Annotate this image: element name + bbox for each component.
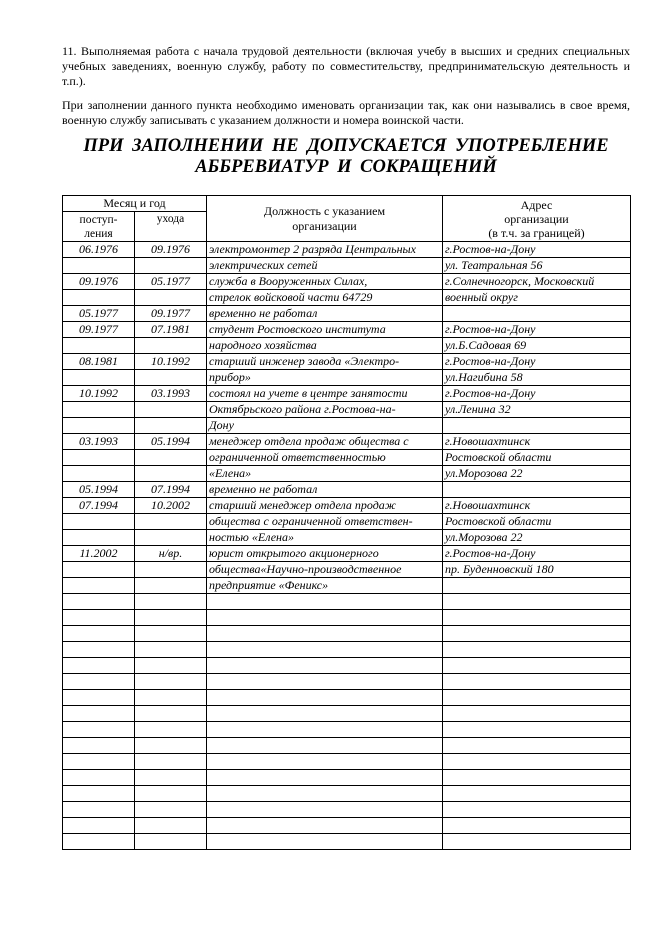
entry-date-header: поступ-ления (63, 212, 135, 242)
table-row (63, 530, 631, 546)
table-row (63, 258, 631, 274)
address-cell: г.Ростов-на-Дону (443, 354, 631, 370)
exit-date-cell: 05.1977 (135, 274, 207, 290)
address-cell (443, 754, 631, 770)
entry-date-cell: 11.2002 (63, 546, 135, 562)
address-cell (443, 818, 631, 834)
position-cell (207, 674, 443, 690)
exit-date-cell (135, 674, 207, 690)
position-cell: «Елена» (207, 466, 443, 482)
position-cell (207, 786, 443, 802)
exit-date-cell (135, 834, 207, 850)
exit-date-cell (135, 802, 207, 818)
exit-date-cell (135, 418, 207, 434)
entry-date-cell (63, 770, 135, 786)
address-cell (443, 802, 631, 818)
exit-date-cell (135, 610, 207, 626)
exit-date-cell (135, 562, 207, 578)
exit-date-cell: 05.1994 (135, 434, 207, 450)
entry-date-cell (63, 530, 135, 546)
position-cell (207, 770, 443, 786)
address-cell: ул.Нагибина 58 (443, 370, 631, 386)
position-cell (207, 738, 443, 754)
exit-date-cell (135, 514, 207, 530)
exit-date-cell (135, 338, 207, 354)
exit-date-cell (135, 658, 207, 674)
exit-date-cell: н/вр. (135, 546, 207, 562)
entry-date-cell (63, 562, 135, 578)
position-cell (207, 802, 443, 818)
position-cell: менеджер отдела продаж общества с (207, 434, 443, 450)
entry-date-cell: 09.1977 (63, 322, 135, 338)
position-cell: временно не работал (207, 306, 443, 322)
table-row (63, 322, 631, 338)
position-cell: электромонтер 2 разряда Центральных (207, 242, 443, 258)
entry-date-cell (63, 674, 135, 690)
filling-instructions: При заполнении данного пункта необходимо именовать организации так, как они назывались в свое время, военную службу записывать с указанием должности и номера воинской части. (62, 98, 630, 127)
position-cell: общества«Научно-производственное (207, 562, 443, 578)
position-cell (207, 834, 443, 850)
address-cell: Ростовской области (443, 450, 631, 466)
address-cell (443, 786, 631, 802)
address-cell (443, 834, 631, 850)
entry-date-cell (63, 450, 135, 466)
entry-date-cell (63, 290, 135, 306)
address-cell: ул.Ленина 32 (443, 402, 631, 418)
entry-date-cell: 09.1976 (63, 274, 135, 290)
exit-date-cell (135, 626, 207, 642)
address-cell (443, 594, 631, 610)
exit-date-cell (135, 402, 207, 418)
position-cell (207, 818, 443, 834)
entry-date-cell: 08.1981 (63, 354, 135, 370)
exit-date-cell (135, 706, 207, 722)
entry-date-cell (63, 658, 135, 674)
address-header (443, 196, 631, 242)
exit-date-cell (135, 370, 207, 386)
position-cell: состоял на учете в центре занятости (207, 386, 443, 402)
position-cell (207, 626, 443, 642)
exit-date-cell (135, 642, 207, 658)
table-row (63, 434, 631, 450)
entry-date-cell (63, 370, 135, 386)
table-row (63, 498, 631, 514)
entry-date-cell: 10.1992 (63, 386, 135, 402)
entry-date-cell (63, 786, 135, 802)
address-cell: военный округ (443, 290, 631, 306)
entry-date-cell: 05.1994 (63, 482, 135, 498)
exit-date-cell (135, 818, 207, 834)
table-row (63, 514, 631, 530)
exit-date-cell (135, 578, 207, 594)
address-cell (443, 482, 631, 498)
address-cell: г.Ростов-на-Дону (443, 386, 631, 402)
entry-date-cell (63, 258, 135, 274)
entry-date-cell: 05.1977 (63, 306, 135, 322)
exit-date-cell (135, 450, 207, 466)
position-cell: старший инженер завода «Электро- (207, 354, 443, 370)
entry-date-cell (63, 754, 135, 770)
address-cell: ул.Морозова 22 (443, 466, 631, 482)
address-cell (443, 418, 631, 434)
entry-date-cell: 07.1994 (63, 498, 135, 514)
exit-date-cell: 10.2002 (135, 498, 207, 514)
exit-date-cell (135, 594, 207, 610)
table-row (63, 562, 631, 578)
warning-line-2: АББРЕВИАТУР И СОКРАЩЕНИЙ (195, 157, 497, 177)
exit-date-cell (135, 786, 207, 802)
table-row (63, 306, 631, 322)
position-cell: служба в Вооруженных Силах, (207, 274, 443, 290)
position-cell (207, 610, 443, 626)
entry-date-cell (63, 626, 135, 642)
position-cell: предприятие «Феникс» (207, 578, 443, 594)
table-row (63, 818, 631, 834)
position-cell: ограниченной ответственностью (207, 450, 443, 466)
position-cell: Дону (207, 418, 443, 434)
entry-date-cell (63, 802, 135, 818)
table-row (63, 802, 631, 818)
exit-date-header: ухода (135, 212, 207, 242)
position-cell (207, 642, 443, 658)
address-header-note: (в т.ч. за границей) (488, 225, 585, 240)
address-cell: ул. Театральная 56 (443, 258, 631, 274)
position-cell: временно не работал (207, 482, 443, 498)
exit-date-cell (135, 466, 207, 482)
table-row (63, 338, 631, 354)
position-cell: юрист открытого акционерного (207, 546, 443, 562)
table-row (63, 578, 631, 594)
abbreviation-warning (62, 136, 630, 178)
table-row (63, 722, 631, 738)
table-row (63, 450, 631, 466)
address-cell: г.Новошахтинск (443, 498, 631, 514)
entry-date-cell (63, 578, 135, 594)
address-cell (443, 770, 631, 786)
position-cell: стрелок войсковой части 64729 (207, 290, 443, 306)
table-row (63, 738, 631, 754)
position-cell: электрических сетей (207, 258, 443, 274)
exit-date-cell (135, 290, 207, 306)
position-header: Должность с указанием организации (207, 196, 443, 242)
position-cell (207, 754, 443, 770)
address-cell: пр. Буденновский 180 (443, 562, 631, 578)
position-cell: народного хозяйства (207, 338, 443, 354)
exit-date-cell: 10.1992 (135, 354, 207, 370)
position-cell: общества с ограниченной ответствен- (207, 514, 443, 530)
exit-date-cell: 03.1993 (135, 386, 207, 402)
entry-date-cell (63, 642, 135, 658)
exit-date-cell: 07.1981 (135, 322, 207, 338)
address-cell (443, 706, 631, 722)
position-cell: старший менеджер отдела продаж (207, 498, 443, 514)
table-row (63, 658, 631, 674)
exit-date-cell (135, 258, 207, 274)
exit-date-cell (135, 690, 207, 706)
table-row (63, 642, 631, 658)
table-row (63, 754, 631, 770)
warning-line-1: ПРИ ЗАПОЛНЕНИИ НЕ ДОПУСКАЕТСЯ УПОТРЕБЛЕНИЕ (83, 136, 609, 156)
exit-date-cell: 09.1977 (135, 306, 207, 322)
address-cell: г.Ростов-на-Дону (443, 546, 631, 562)
exit-date-cell (135, 722, 207, 738)
table-row (63, 402, 631, 418)
entry-date-cell (63, 690, 135, 706)
table-row (63, 354, 631, 370)
entry-date-cell (63, 818, 135, 834)
entry-date-cell (63, 594, 135, 610)
entry-date-cell (63, 418, 135, 434)
table-row (63, 770, 631, 786)
address-cell: г.Ростов-на-Дону (443, 322, 631, 338)
address-cell (443, 658, 631, 674)
exit-date-cell: 07.1994 (135, 482, 207, 498)
address-cell (443, 690, 631, 706)
address-cell (443, 578, 631, 594)
entry-date-cell (63, 738, 135, 754)
address-cell (443, 642, 631, 658)
table-header (63, 196, 631, 242)
address-cell (443, 306, 631, 322)
address-cell (443, 626, 631, 642)
section-11-description: 11. Выполняемая работа с начала трудовой деятельности (включая учебу в высших и средних специальных учебных заведениях, военную службу, работу по совместительству, предпринимательскую деятельность и т.п.). (62, 44, 630, 88)
table-row (63, 690, 631, 706)
entry-date-cell (63, 834, 135, 850)
month-year-header: Месяц и год (63, 196, 207, 212)
address-cell: ул.Морозова 22 (443, 530, 631, 546)
table-row (63, 242, 631, 258)
position-cell (207, 658, 443, 674)
address-cell: г.Новошахтинск (443, 434, 631, 450)
entry-date-cell (63, 610, 135, 626)
position-cell: Октябрьского района г.Ростова-на- (207, 402, 443, 418)
exit-date-cell (135, 530, 207, 546)
table-row (63, 482, 631, 498)
entry-date-cell (63, 466, 135, 482)
table-row (63, 370, 631, 386)
entry-date-cell: 03.1993 (63, 434, 135, 450)
table-row (63, 594, 631, 610)
address-cell (443, 674, 631, 690)
table-row (63, 674, 631, 690)
address-cell: ул.Б.Садовая 69 (443, 338, 631, 354)
address-header-label: Адрес организации (504, 197, 569, 226)
position-cell: прибор» (207, 370, 443, 386)
table-body (63, 242, 631, 850)
entry-date-cell (63, 706, 135, 722)
exit-date-cell (135, 754, 207, 770)
exit-date-cell: 09.1976 (135, 242, 207, 258)
employment-history-table (62, 195, 631, 850)
position-cell (207, 594, 443, 610)
table-row (63, 546, 631, 562)
entry-date-cell (63, 338, 135, 354)
entry-date-cell (63, 514, 135, 530)
entry-date-cell: 06.1976 (63, 242, 135, 258)
table-row (63, 418, 631, 434)
position-cell (207, 706, 443, 722)
address-cell: г.Ростов-на-Дону (443, 242, 631, 258)
table-row (63, 786, 631, 802)
address-cell: г.Солнечногорск, Московский (443, 274, 631, 290)
position-cell: ностью «Елена» (207, 530, 443, 546)
address-cell (443, 722, 631, 738)
table-row (63, 626, 631, 642)
entry-date-cell (63, 402, 135, 418)
table-row (63, 290, 631, 306)
table-row (63, 386, 631, 402)
table-row (63, 834, 631, 850)
address-cell: Ростовской области (443, 514, 631, 530)
position-cell (207, 722, 443, 738)
position-cell (207, 690, 443, 706)
address-cell (443, 738, 631, 754)
table-row (63, 610, 631, 626)
address-cell (443, 610, 631, 626)
position-cell: студент Ростовского института (207, 322, 443, 338)
exit-date-cell (135, 738, 207, 754)
table-row (63, 466, 631, 482)
entry-date-cell (63, 722, 135, 738)
table-row (63, 274, 631, 290)
exit-date-cell (135, 770, 207, 786)
table-row (63, 706, 631, 722)
